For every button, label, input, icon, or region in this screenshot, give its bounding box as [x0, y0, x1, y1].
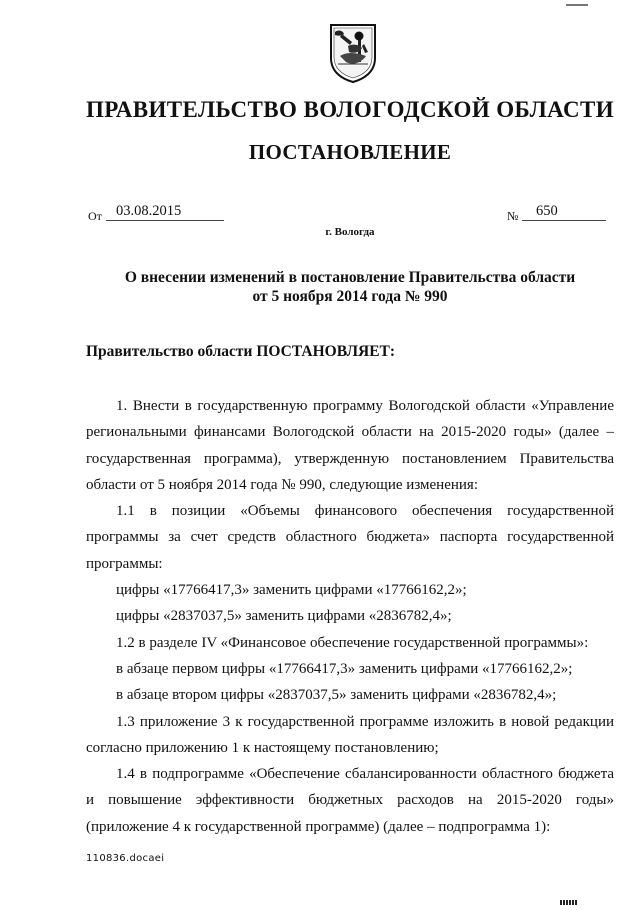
- subject-line-2: от 5 ноября 2014 года № 990: [252, 288, 448, 305]
- date-label: От: [88, 209, 102, 223]
- document-number: 650: [536, 203, 558, 219]
- city-line: [0, 226, 640, 238]
- change-line-4: в абзаце втором цифры «2837037,5» заменить цифрами «2836782,4»;: [116, 687, 557, 704]
- change-line-3: в абзаце первом цифры «17766417,3» заменить цифрами «17766162,2»;: [116, 660, 573, 677]
- document-type-title: ПОСТАНОВЛЕНИЕ: [248, 140, 452, 164]
- paragraph-1-2: 1.2 в разделе IV «Финансовое обеспечение государственной программы»:: [116, 634, 589, 651]
- change-line-2: цифры «2837037,5» заменить цифрами «2836782,4»;: [116, 608, 452, 625]
- paragraph-1: 1. Внести в государственную программу Вологодской области «Управление региональными финансами Вологодской области на 2015-2020 годы» (далее – государственная программа), утвержденную постановлением Правительства области от 5 ноября 2014 года № 990, следующие изменения:: [86, 398, 614, 493]
- government-title: ПРАВИТЕЛЬСТВО ВОЛОГОДСКОЙ ОБЛАСТИ: [85, 97, 615, 122]
- date-field: [106, 203, 224, 221]
- paragraph-1-1: 1.1 в позиции «Объемы финансового обеспечения государственной программы за счет средств областного бюджета» паспорта государственной программы:: [86, 503, 614, 572]
- scan-corner-mark: [566, 4, 588, 6]
- date-value: 03.08.2015: [116, 203, 182, 219]
- number-field: [522, 203, 606, 221]
- document-subject: [0, 268, 640, 306]
- change-line-1: цифры «17766417,3» заменить цифрами «17766162,2»;: [116, 582, 467, 599]
- vologda-oblast-coat-of-arms-icon: [328, 22, 378, 84]
- scan-barcode-mark: [560, 892, 582, 897]
- paragraph-1-4: 1.4 в подпрограмме «Обеспечение сбалансированности областного бюджета и повышение эффективности бюджетных расходов на 2015-2020 годы» (приложение 4 к государственной программе) (далее – подпрограмма 1):: [86, 766, 614, 835]
- number-label: №: [507, 209, 519, 223]
- subject-line-1: О внесении изменений в постановление Правительства области: [124, 269, 576, 286]
- city-name: г. Вологда: [325, 226, 375, 238]
- decree-statement: Правительство области ПОСТАНОВЛЯЕТ:: [86, 343, 396, 360]
- file-identifier: 110836.docaei: [86, 853, 165, 864]
- paragraph-1-3: 1.3 приложение 3 к государственной программе изложить в новой редакции согласно приложению 1 к настоящему постановлению;: [86, 713, 614, 756]
- document-body: [86, 393, 614, 840]
